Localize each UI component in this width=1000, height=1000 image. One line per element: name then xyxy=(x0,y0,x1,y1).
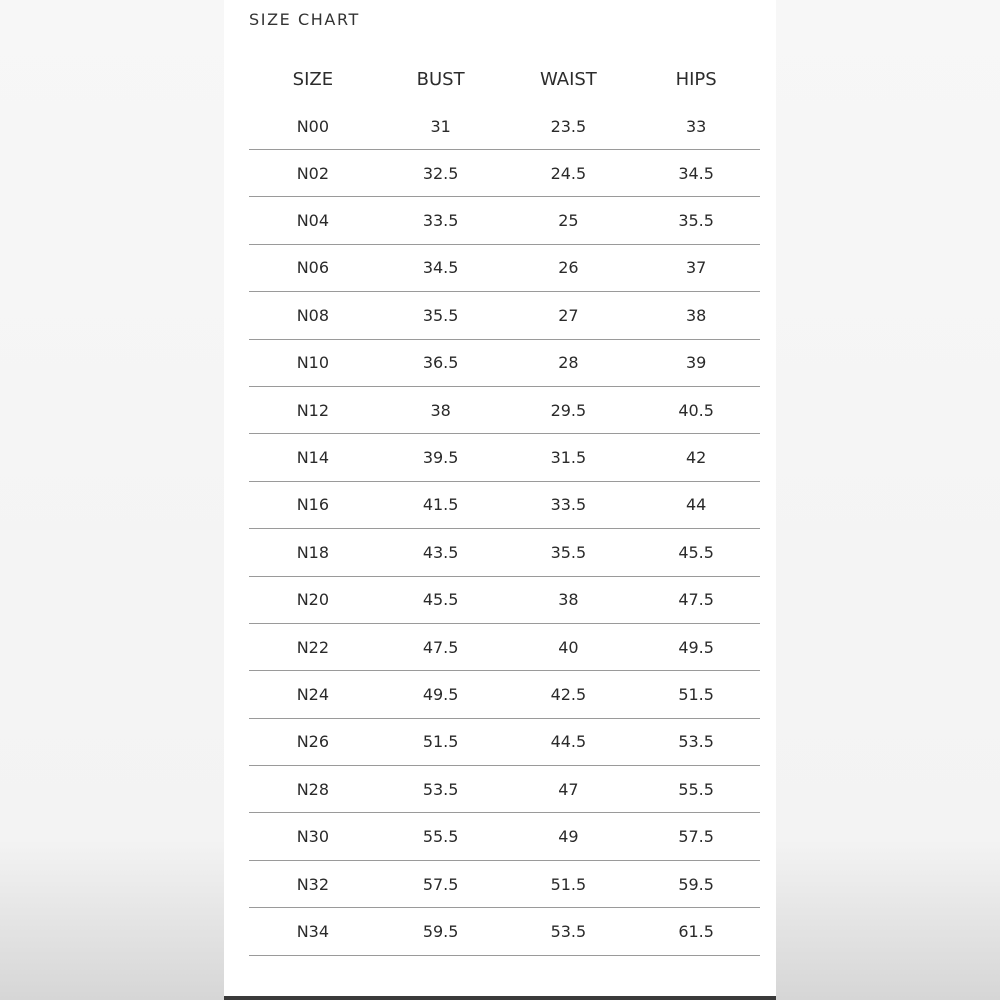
cell-bust: 32.5 xyxy=(377,150,505,197)
cell-bust: 53.5 xyxy=(377,766,505,813)
cell-bust: 31 xyxy=(377,103,505,150)
cell-waist: 53.5 xyxy=(505,908,633,955)
cell-bust: 38 xyxy=(377,386,505,433)
column-header-waist: WAIST xyxy=(539,69,597,90)
cell-waist: 51.5 xyxy=(505,860,633,907)
cell-bust: 55.5 xyxy=(377,813,505,860)
cell-waist: 26 xyxy=(505,244,633,291)
table-header xyxy=(249,56,760,103)
cell-hips: 39 xyxy=(632,339,760,386)
cell-hips: 34.5 xyxy=(632,150,760,197)
table-body xyxy=(249,103,760,955)
cell-bust: 51.5 xyxy=(377,718,505,765)
table-row xyxy=(249,908,760,955)
cell-hips: 53.5 xyxy=(632,718,760,765)
cell-hips: 57.5 xyxy=(632,813,760,860)
cell-waist: 27 xyxy=(505,292,633,339)
cell-bust: 45.5 xyxy=(377,576,505,623)
cell-size: N20 xyxy=(249,576,377,623)
cell-size: N14 xyxy=(249,434,377,481)
cell-waist: 33.5 xyxy=(505,481,633,528)
cell-hips: 42 xyxy=(632,434,760,481)
table-row xyxy=(249,103,760,150)
cell-size: N32 xyxy=(249,860,377,907)
table-row xyxy=(249,671,760,718)
cell-hips: 38 xyxy=(632,292,760,339)
header-row xyxy=(249,56,760,103)
cell-waist: 31.5 xyxy=(505,434,633,481)
cell-bust: 59.5 xyxy=(377,908,505,955)
cell-hips: 33 xyxy=(632,103,760,150)
cell-hips: 45.5 xyxy=(632,529,760,576)
right-background xyxy=(776,0,1000,1000)
cell-bust: 34.5 xyxy=(377,244,505,291)
cell-bust: 33.5 xyxy=(377,197,505,244)
cell-hips: 49.5 xyxy=(632,623,760,670)
cell-size: N08 xyxy=(249,292,377,339)
table-row xyxy=(249,292,760,339)
cell-bust: 43.5 xyxy=(377,529,505,576)
cell-waist: 23.5 xyxy=(505,103,633,150)
cell-waist: 28 xyxy=(505,339,633,386)
cell-size: N16 xyxy=(249,481,377,528)
cell-hips: 47.5 xyxy=(632,576,760,623)
left-background xyxy=(0,0,224,1000)
bottom-divider xyxy=(224,996,776,1000)
cell-hips: 59.5 xyxy=(632,860,760,907)
table-row xyxy=(249,197,760,244)
table-row xyxy=(249,718,760,765)
cell-bust: 41.5 xyxy=(377,481,505,528)
cell-waist: 38 xyxy=(505,576,633,623)
cell-size: N34 xyxy=(249,908,377,955)
cell-waist: 40 xyxy=(505,623,633,670)
cell-bust: 35.5 xyxy=(377,292,505,339)
table-row xyxy=(249,386,760,433)
cell-size: N30 xyxy=(249,813,377,860)
page-title: SIZE CHART xyxy=(249,10,360,29)
cell-hips: 44 xyxy=(632,481,760,528)
column-header-hips: HIPS xyxy=(675,69,717,90)
size-chart-table xyxy=(249,56,760,956)
table-row xyxy=(249,434,760,481)
cell-waist: 25 xyxy=(505,197,633,244)
cell-bust: 57.5 xyxy=(377,860,505,907)
table-row xyxy=(249,813,760,860)
cell-size: N00 xyxy=(249,103,377,150)
cell-hips: 61.5 xyxy=(632,908,760,955)
cell-size: N04 xyxy=(249,197,377,244)
cell-waist: 49 xyxy=(505,813,633,860)
cell-bust: 49.5 xyxy=(377,671,505,718)
cell-hips: 40.5 xyxy=(632,386,760,433)
cell-waist: 35.5 xyxy=(505,529,633,576)
cell-size: N28 xyxy=(249,766,377,813)
cell-bust: 36.5 xyxy=(377,339,505,386)
cell-bust: 39.5 xyxy=(377,434,505,481)
table-row xyxy=(249,481,760,528)
column-header-bust: BUST xyxy=(416,69,465,90)
cell-bust: 47.5 xyxy=(377,623,505,670)
cell-size: N06 xyxy=(249,244,377,291)
cell-hips: 51.5 xyxy=(632,671,760,718)
table-row xyxy=(249,244,760,291)
cell-hips: 37 xyxy=(632,244,760,291)
cell-waist: 42.5 xyxy=(505,671,633,718)
column-header-size: SIZE xyxy=(292,69,334,90)
cell-size: N18 xyxy=(249,529,377,576)
table-row xyxy=(249,623,760,670)
cell-waist: 47 xyxy=(505,766,633,813)
cell-waist: 29.5 xyxy=(505,386,633,433)
cell-size: N24 xyxy=(249,671,377,718)
table-row xyxy=(249,766,760,813)
cell-waist: 44.5 xyxy=(505,718,633,765)
table-row xyxy=(249,576,760,623)
cell-size: N22 xyxy=(249,623,377,670)
table-row xyxy=(249,860,760,907)
cell-waist: 24.5 xyxy=(505,150,633,197)
size-chart-panel xyxy=(224,0,776,1000)
cell-size: N26 xyxy=(249,718,377,765)
table-row xyxy=(249,150,760,197)
cell-hips: 55.5 xyxy=(632,766,760,813)
table-row xyxy=(249,339,760,386)
cell-hips: 35.5 xyxy=(632,197,760,244)
cell-size: N10 xyxy=(249,339,377,386)
cell-size: N12 xyxy=(249,386,377,433)
table-row xyxy=(249,529,760,576)
cell-size: N02 xyxy=(249,150,377,197)
